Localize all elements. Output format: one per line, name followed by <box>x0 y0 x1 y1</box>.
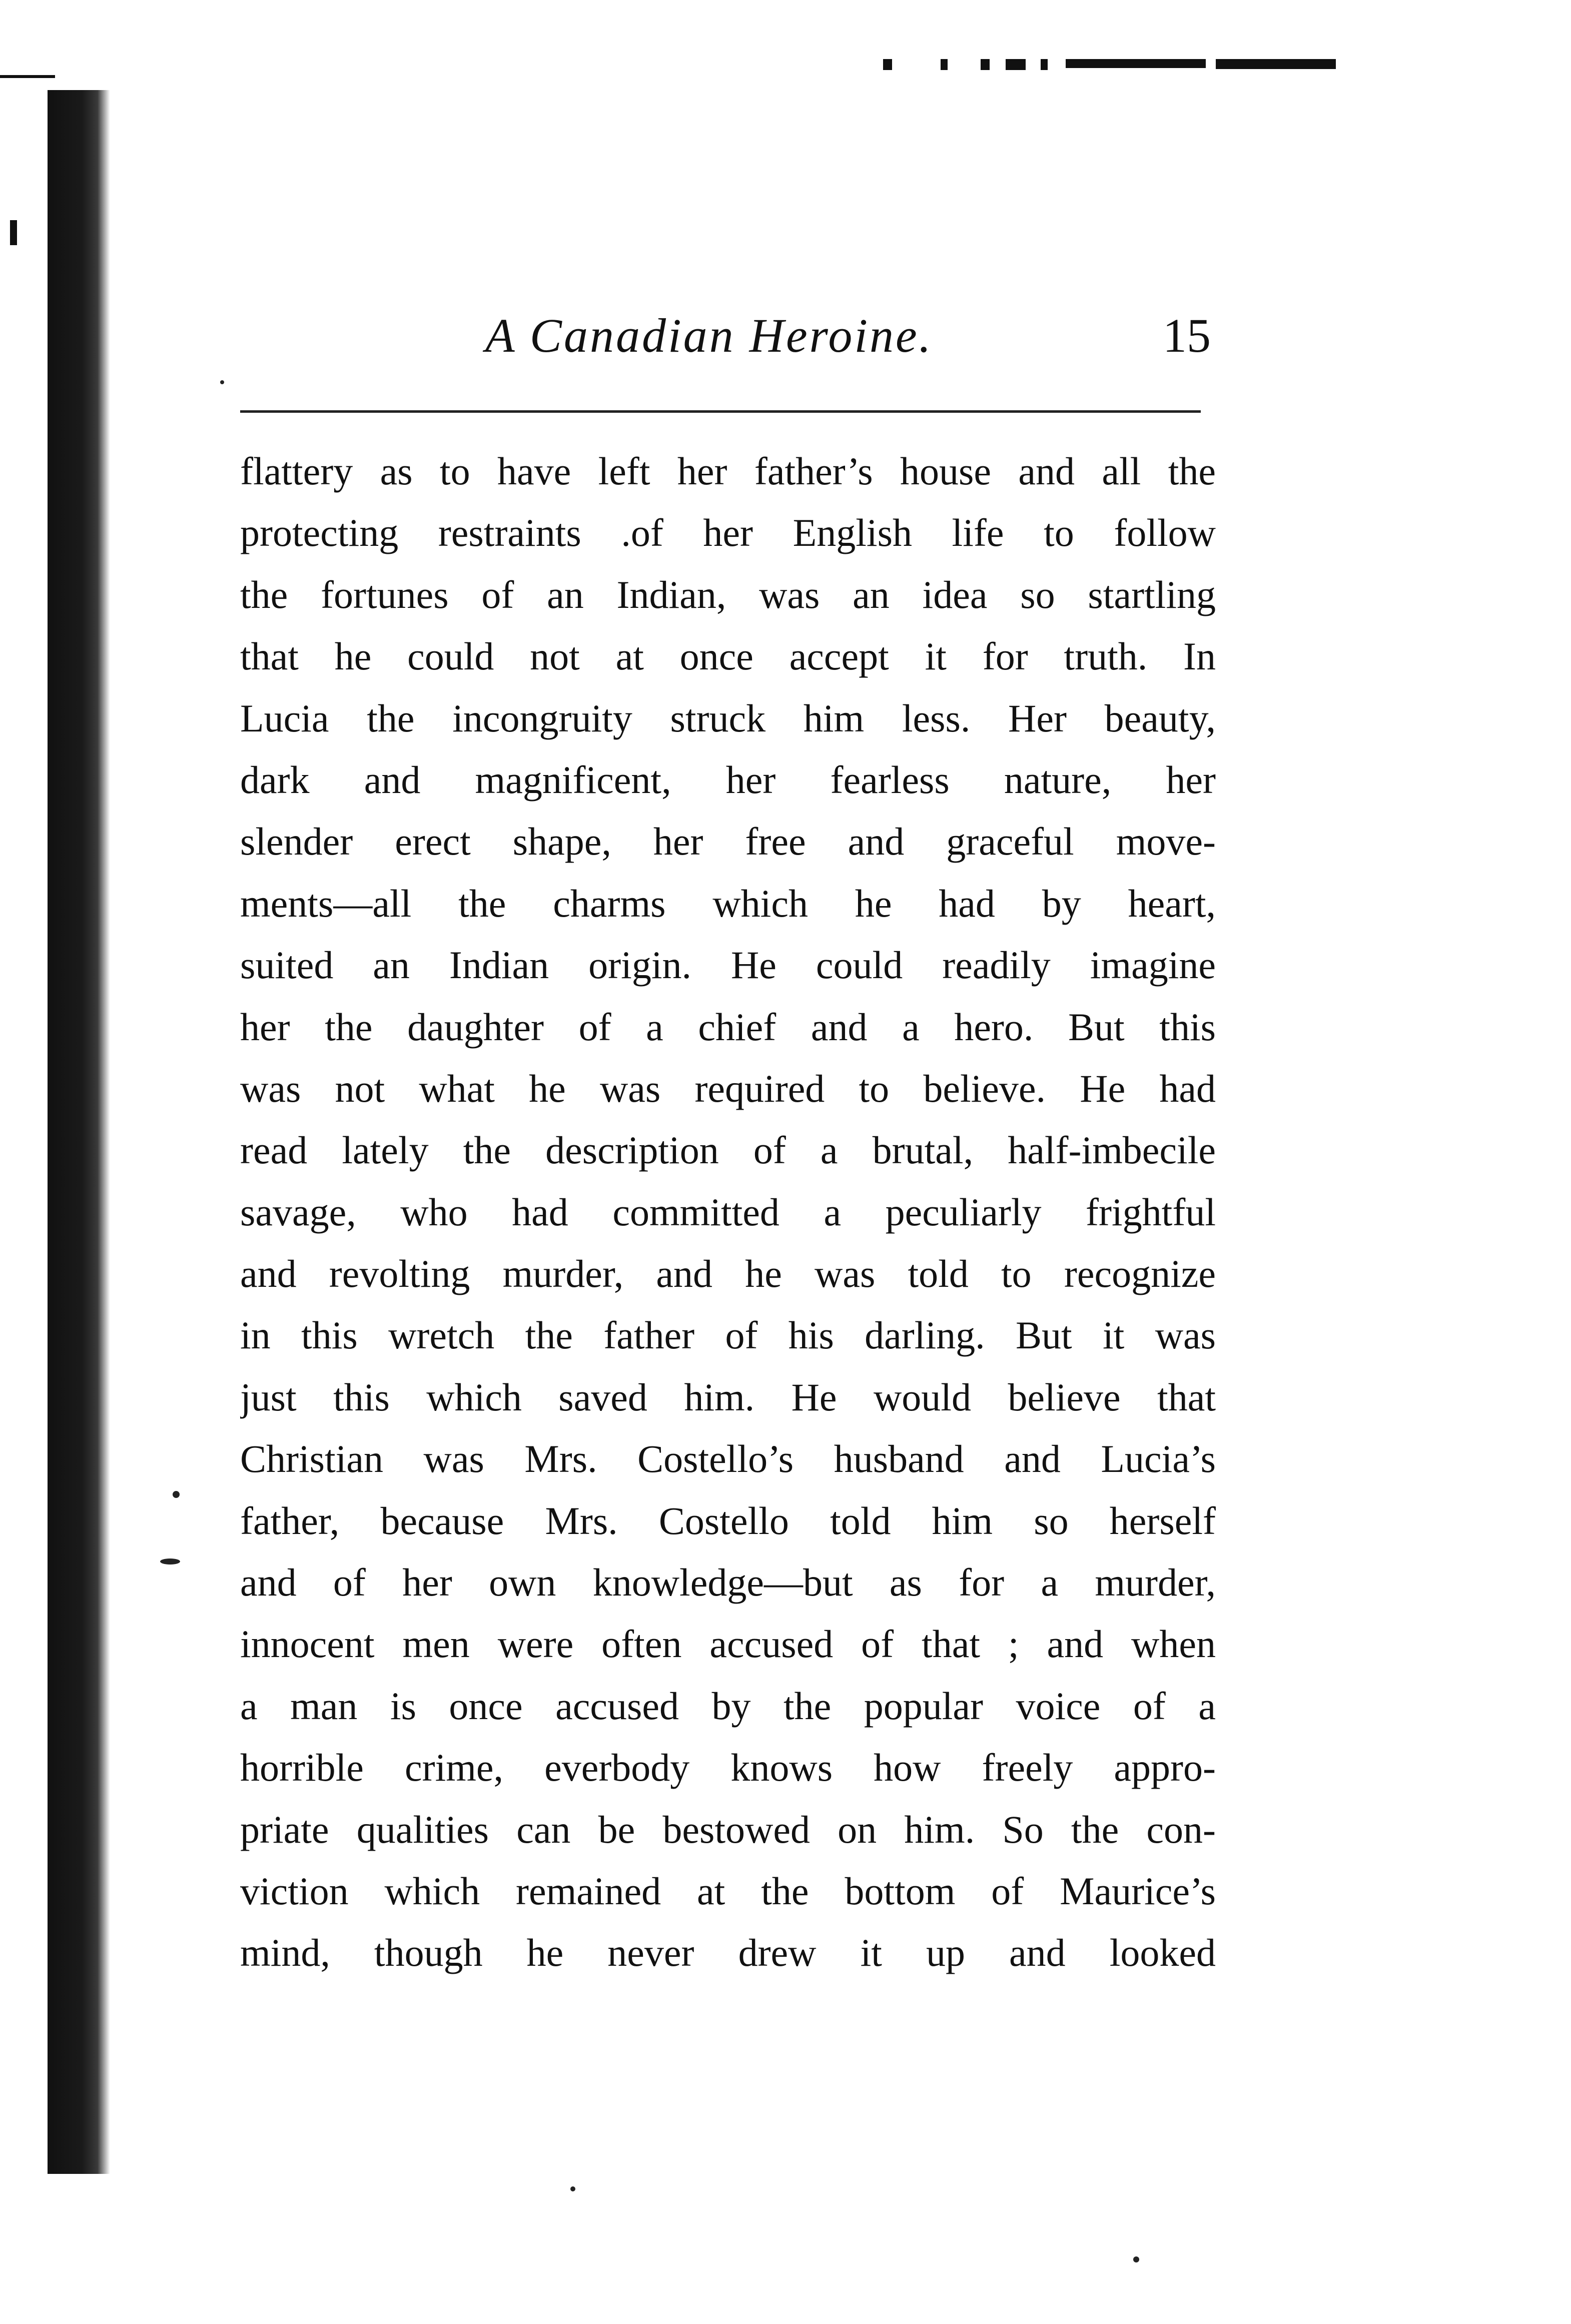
text-line: was not what he was required to believe. He had <box>240 1066 1216 1110</box>
text-line: viction which remained at the bottom of Maurice’s <box>240 1869 1216 1913</box>
text-line: Lucia the incongruity struck him less. Her beauty, <box>240 696 1216 740</box>
scan-mark <box>1006 59 1026 70</box>
text-line: mind, though he never drew it up and looked <box>240 1931 1216 1975</box>
text-line: her the daughter of a chief and a hero. But this <box>240 1005 1216 1049</box>
text-line: and of her own knowledge—but as for a murder, <box>240 1561 1216 1605</box>
body-text <box>240 440 1216 1984</box>
header-rule <box>240 410 1201 413</box>
scan-mark <box>1041 59 1048 70</box>
text-line: innocent men were often accused of that ; and when <box>240 1622 1216 1666</box>
text-line: just this which saved him. He would believe that <box>240 1375 1216 1419</box>
scan-mark <box>0 75 55 78</box>
text-line: slender erect shape, her free and graceful move- <box>240 820 1216 864</box>
scan-mark <box>883 59 892 70</box>
text-line: horrible crime, everbody knows how freely appro- <box>240 1746 1216 1790</box>
text-line: ments—all the charms which he had by heart, <box>240 881 1216 925</box>
text-line: read lately the description of a brutal, half-imbecile <box>240 1128 1216 1172</box>
running-head <box>240 308 1211 383</box>
text-line: savage, who had committed a peculiarly frightful <box>240 1190 1216 1234</box>
scan-speck <box>173 1491 180 1498</box>
text-line: and revolting murder, and he was told to recognize <box>240 1252 1216 1296</box>
scan-speck <box>160 1559 180 1565</box>
binding-shadow <box>48 90 110 2174</box>
scan-speck <box>570 2186 575 2191</box>
scan-speck <box>1133 2256 1139 2262</box>
page-number: 15 <box>1163 309 1211 362</box>
scan-mark <box>941 59 948 70</box>
text-line: that he could not at once accept it for truth. In <box>240 634 1216 678</box>
text-line: priate qualities can be bestowed on him. So the con- <box>240 1807 1216 1851</box>
scan-mark <box>1216 59 1336 69</box>
text-line: the fortunes of an Indian, was an idea so startling <box>240 572 1216 616</box>
text-line: flattery as to have left her father’s house and all the <box>240 449 1216 493</box>
scan-mark <box>10 220 17 245</box>
text-line: a man is once accused by the popular voice of a <box>240 1684 1216 1728</box>
text-line: dark and magnificent, her fearless nature, her <box>240 757 1216 802</box>
scan-mark <box>1066 59 1206 68</box>
scan-speck <box>220 380 224 384</box>
text-line: Christian was Mrs. Costello’s husband and Lucia’s <box>240 1437 1216 1481</box>
scan-mark <box>981 59 990 70</box>
text-line: suited an Indian origin. He could readily imagine <box>240 943 1216 987</box>
running-title: A Canadian Heroine. <box>485 309 933 362</box>
text-line: in this wretch the father of his darling. But it was <box>240 1313 1216 1357</box>
text-line: father, because Mrs. Costello told him so herself <box>240 1498 1216 1542</box>
text-line: protecting restraints .of her English life to follow <box>240 511 1216 555</box>
